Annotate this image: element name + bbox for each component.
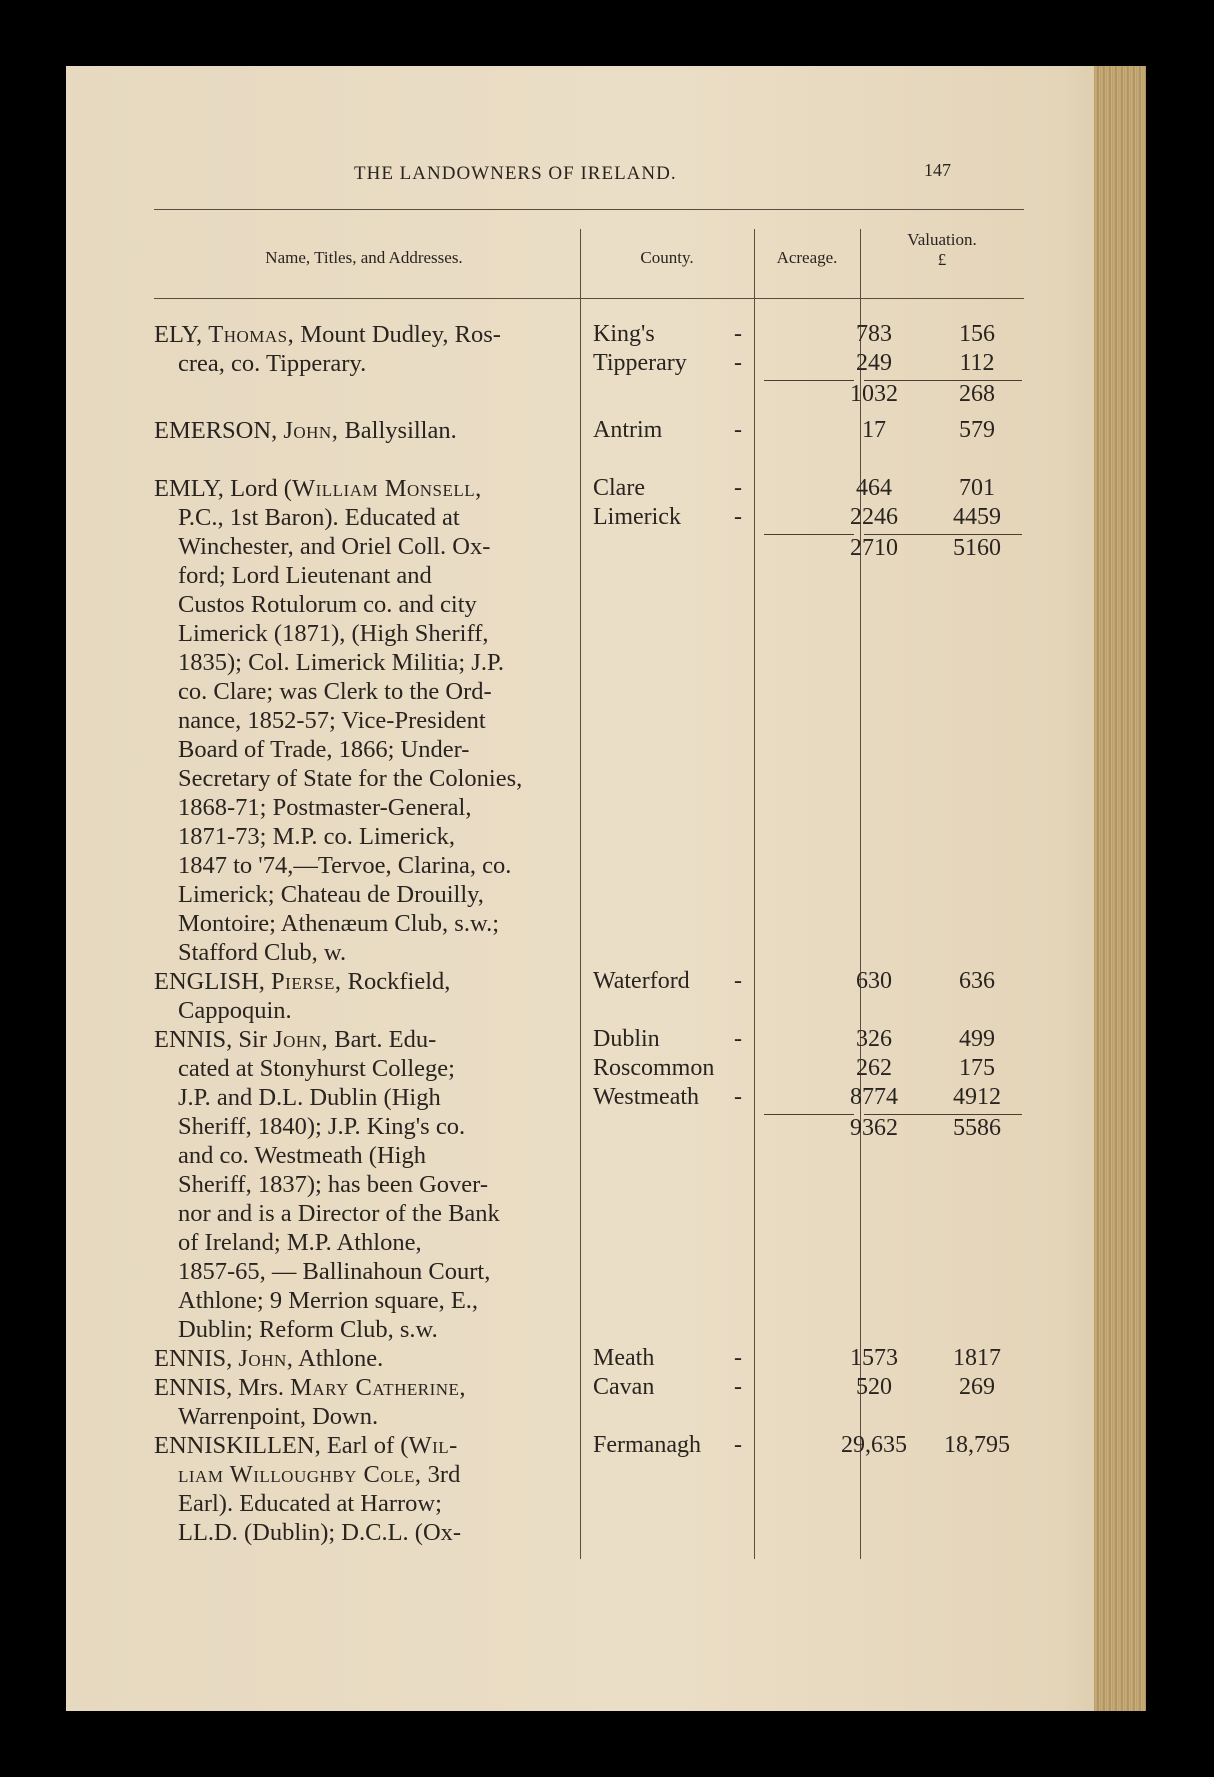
entry-line: LL.D. (Dublin); D.C.L. (Ox-: [178, 1519, 462, 1546]
valuation-cell: 579: [959, 417, 995, 443]
entry-line: 1871-73; M.P. co. Limerick,: [178, 823, 455, 850]
county-cell: Roscommon: [593, 1055, 715, 1081]
valuation-total: 5586: [953, 1115, 1001, 1141]
entry-given-name: Thomas,: [208, 321, 295, 348]
entry-line: Sheriff, 1837); has been Gover-: [178, 1171, 488, 1198]
entry-text: crea, co. Tipperary.: [178, 350, 367, 377]
acreage-cell: 262: [856, 1055, 892, 1081]
entry-enniskillen: [154, 1431, 577, 1547]
entry-surname: ENNISKILLEN,: [154, 1432, 321, 1459]
dash-leader: -: [734, 321, 742, 347]
entry-line: Limerick (1871), (High Sheriff,: [178, 620, 489, 647]
entry-text: Mrs.: [238, 1374, 284, 1401]
valuation-cell: 636: [959, 968, 995, 994]
running-head: [66, 160, 1030, 193]
entry-text: Ballysillan.: [344, 417, 457, 444]
entry-text: 3rd: [427, 1461, 461, 1488]
entry-line: Earl). Educated at Harrow;: [178, 1490, 442, 1517]
column-header-county: County.: [640, 248, 694, 267]
entry-given-name: Mary Catherine,: [290, 1374, 467, 1401]
entry-line: Secretary of State for the Colonies,: [178, 765, 523, 792]
header-top-rule: [154, 209, 1024, 210]
entry-line: cated at Stonyhurst College;: [178, 1055, 455, 1082]
acreage-cell: 29,635: [841, 1432, 907, 1458]
county-cell: Dublin: [593, 1026, 660, 1052]
dash-leader: -: [734, 417, 742, 443]
county-cell: Waterford: [593, 968, 690, 994]
entry-line: 1857-65, — Ballinahoun Court,: [178, 1258, 491, 1285]
county-cell: King's: [593, 321, 655, 347]
entry-line: Stafford Club, w.: [178, 939, 347, 966]
column-divider-1: [580, 229, 581, 1559]
dash-leader: -: [734, 1432, 742, 1458]
entry-given-name: liam Willoughby Cole,: [178, 1461, 422, 1488]
entry-given-name: John,: [283, 417, 339, 444]
entry-surname: EMERSON,: [154, 417, 278, 444]
dash-leader: -: [734, 350, 742, 376]
entry-english: [154, 967, 577, 1025]
header-bottom-rule: [154, 298, 1024, 299]
entry-line: nor and is a Director of the Bank: [178, 1200, 500, 1227]
acreage-cell: 520: [856, 1374, 892, 1400]
entry-line: Sheriff, 1840); J.P. King's co.: [178, 1113, 466, 1140]
entry-line: Athlone; 9 Merrion square, E.,: [178, 1287, 479, 1314]
entry-ennis-john: [154, 1344, 577, 1373]
entry-line: co. Clare; was Clerk to the Ord-: [178, 678, 492, 705]
valuation-cell: 175: [959, 1055, 995, 1081]
page-title: THE LANDOWNERS OF IRELAND.: [354, 163, 677, 184]
entry-surname: ENNIS,: [154, 1374, 233, 1401]
entry-surname: ENNIS,: [154, 1026, 233, 1053]
column-header-acreage: Acreage.: [776, 248, 838, 267]
entry-text: Rockfield,: [347, 968, 451, 995]
entry-emerson: [154, 416, 577, 445]
entry-line: Montoire; Athenæum Club, s.w.;: [178, 910, 500, 937]
entry-text: Sir: [238, 1026, 267, 1053]
entry-line: and co. Westmeath (High: [178, 1142, 426, 1169]
county-cell: Antrim: [593, 417, 663, 443]
acreage-cell: 464: [856, 475, 892, 501]
entry-line: Winchester, and Oriel Coll. Ox-: [178, 533, 491, 560]
entry-surname: ELY,: [154, 321, 203, 348]
dash-leader: -: [734, 968, 742, 994]
entry-surname: ENNIS,: [154, 1345, 233, 1372]
entry-line: 1835); Col. Limerick Militia; J.P.: [178, 649, 504, 676]
acreage-total: 1032: [850, 381, 898, 407]
acreage-cell: 326: [856, 1026, 892, 1052]
book-page: [66, 66, 1146, 1711]
acreage-total: 9362: [850, 1115, 898, 1141]
entry-surname: EMLY,: [154, 475, 224, 502]
county-cell: Cavan: [593, 1374, 655, 1400]
entry-line: 1847 to '74,—Tervoe, Clarina, co.: [178, 852, 512, 879]
dash-leader: -: [734, 1084, 742, 1110]
acreage-cell: 1573: [850, 1345, 898, 1371]
entry-line: Custos Rotulorum co. and city: [178, 591, 477, 618]
entry-given-name: John,: [238, 1345, 294, 1372]
entry-ely: [154, 320, 577, 378]
entry-text: Athlone.: [298, 1345, 384, 1372]
valuation-cell: 112: [959, 350, 995, 376]
acreage-cell: 17: [862, 417, 886, 443]
entry-line: Limerick; Chateau de Drouilly,: [178, 881, 484, 908]
entry-line: P.C., 1st Baron). Educated at: [178, 504, 460, 531]
entry-text: Bart. Edu-: [334, 1026, 437, 1053]
dash-leader: -: [734, 1374, 742, 1400]
entry-given-name: Wil-: [408, 1432, 458, 1459]
county-cell: Limerick: [593, 504, 681, 530]
dash-leader: -: [734, 1345, 742, 1371]
acreage-cell: 249: [856, 350, 892, 376]
entry-line: nance, 1852-57; Vice-President: [178, 707, 486, 734]
valuation-total: 5160: [953, 535, 1001, 561]
dash-leader: -: [734, 475, 742, 501]
county-cell: Tipperary: [593, 350, 687, 376]
valuation-unit: £: [937, 250, 947, 269]
valuation-total: 268: [959, 381, 995, 407]
valuation-cell: 269: [959, 1374, 995, 1400]
entry-line: of Ireland; M.P. Athlone,: [178, 1229, 422, 1256]
entry-text: Lord (: [230, 475, 292, 502]
entry-text: Earl of (: [326, 1432, 409, 1459]
valuation-cell: 18,795: [944, 1432, 1010, 1458]
entry-line: J.P. and D.L. Dublin (High: [178, 1084, 441, 1111]
dash-leader: -: [734, 504, 742, 530]
entry-surname: ENGLISH,: [154, 968, 265, 995]
county-cell: Fermanagh: [593, 1432, 701, 1458]
column-divider-2: [754, 229, 755, 1559]
county-cell: Meath: [593, 1345, 655, 1371]
entry-line: ford; Lord Lieutenant and: [178, 562, 432, 589]
acreage-cell: 2246: [850, 504, 898, 530]
entry-text: Mount Dudley, Ros-: [300, 321, 501, 348]
valuation-label: Valuation.: [907, 230, 977, 249]
column-header-name: Name, Titles, and Addresses.: [265, 248, 463, 267]
acreage-cell: 630: [856, 968, 892, 994]
dash-leader: -: [734, 1026, 742, 1052]
valuation-cell: 701: [959, 475, 995, 501]
entry-line: Board of Trade, 1866; Under-: [178, 736, 470, 763]
page-edge: [1094, 66, 1146, 1711]
valuation-cell: 4912: [953, 1084, 1001, 1110]
page-number: 147: [924, 160, 951, 180]
entry-given-name: William Monsell,: [291, 475, 482, 502]
entry-emly: [154, 474, 577, 967]
valuation-cell: 4459: [953, 504, 1001, 530]
county-cell: Westmeath: [593, 1084, 700, 1110]
entry-ennis-sir-john: [154, 1025, 577, 1344]
entry-line: 1868-71; Postmaster-General,: [178, 794, 472, 821]
acreage-cell: 783: [856, 321, 892, 347]
acreage-cell: 8774: [850, 1084, 898, 1110]
entry-given-name: Pierse,: [271, 968, 342, 995]
column-header-valuation: [862, 230, 1022, 270]
valuation-cell: 156: [959, 321, 995, 347]
entry-text: Cappoquin.: [178, 997, 292, 1024]
valuation-cell: 499: [959, 1026, 995, 1052]
county-cell: Clare: [593, 475, 645, 501]
entry-line: Dublin; Reform Club, s.w.: [178, 1316, 438, 1343]
entry-given-name: John,: [273, 1026, 329, 1053]
entry-ennis-mrs: [154, 1373, 577, 1431]
valuation-cell: 1817: [953, 1345, 1001, 1371]
acreage-total: 2710: [850, 535, 898, 561]
entry-text: Warrenpoint, Down.: [178, 1403, 379, 1430]
